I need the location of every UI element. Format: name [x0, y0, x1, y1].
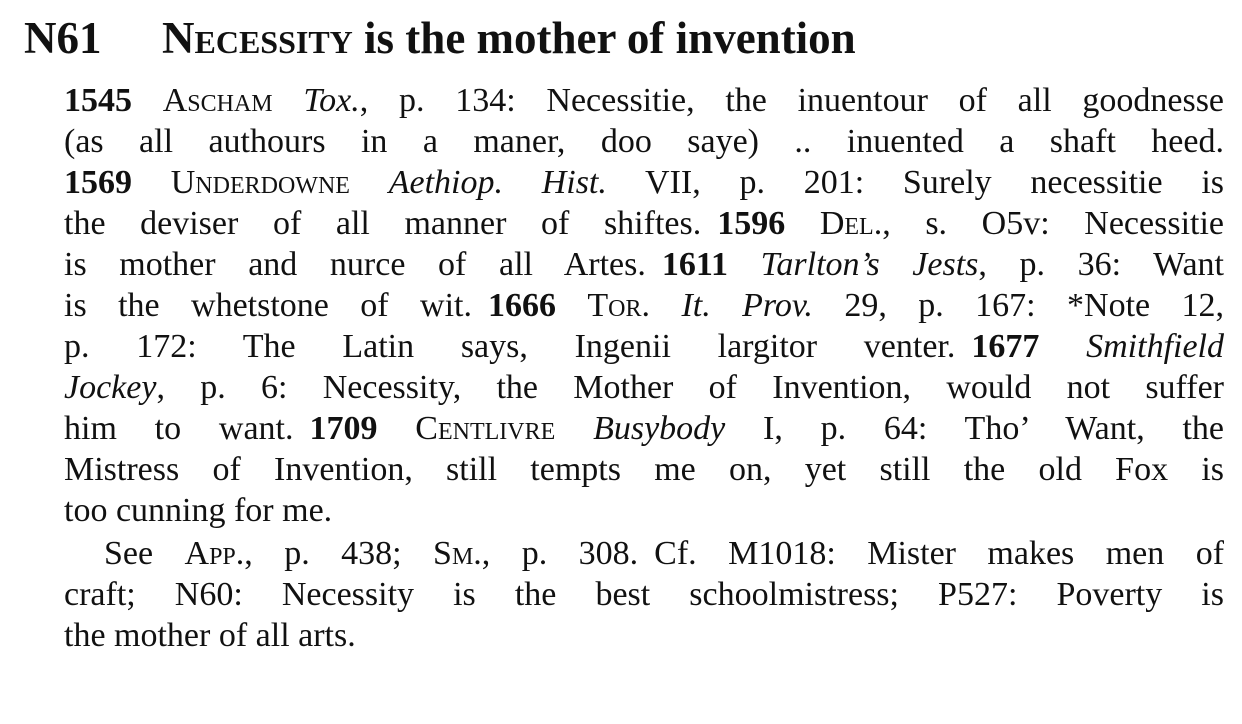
author-name: Underdowne	[170, 164, 350, 201]
author-name: Tor.	[587, 287, 651, 324]
text-line	[64, 244, 1224, 285]
author-name: App.	[184, 535, 245, 572]
citation-year: 1569	[64, 164, 132, 201]
entry-heading	[24, 10, 1224, 66]
text-run: VII, p. 201: Surely necessitie is	[606, 164, 1224, 201]
text-line	[64, 449, 1224, 490]
text-run: p. 172: The Latin says, Ingenii largitor venter.	[64, 328, 956, 365]
text-line	[64, 326, 1224, 367]
text-run: , s. O5v: Necessitie	[882, 205, 1224, 242]
text-line	[64, 80, 1224, 121]
entry-title-word: Necessity	[162, 13, 353, 63]
work-title: Jockey	[64, 369, 157, 406]
entry-title-rest: is the mother of invention	[352, 13, 856, 63]
text-run: the deviser of all manner of shiftes.	[64, 205, 702, 242]
text-run: Mistress of Invention, still tempts me on, yet still the old Fox is	[64, 451, 1224, 488]
work-title: Tarlton’s Jests	[760, 246, 979, 283]
citation-year: 1666	[487, 287, 556, 324]
see-also-paragraph	[64, 533, 1224, 656]
text-run	[650, 287, 681, 324]
text-run: See	[104, 535, 185, 572]
text-run	[555, 410, 593, 447]
text-run	[132, 164, 171, 201]
text-line	[64, 367, 1224, 408]
work-title: Aethiop. Hist.	[388, 164, 607, 201]
work-title: Busybody	[593, 410, 726, 447]
citation-year: 1677	[971, 328, 1040, 365]
text-line	[64, 203, 1224, 244]
text-run: Cf. M1018: Mister makes men of	[654, 535, 1224, 572]
text-line	[64, 615, 1224, 656]
text-run: the mother of all arts.	[64, 617, 356, 654]
author-name: Sm.	[433, 535, 482, 572]
text-run: , p. 134: Necessitie, the inuentour of all goodnesse	[359, 82, 1224, 119]
text-run	[132, 82, 163, 119]
text-line	[64, 121, 1224, 162]
author-name: Del.	[819, 205, 883, 242]
text-run	[728, 246, 761, 283]
work-title: It. Prov.	[681, 287, 813, 324]
text-run: too cunning for me.	[64, 492, 333, 529]
text-run: , p. 308.	[481, 535, 639, 572]
text-run: (as all authours in a maner, doo saye) .. inuented a shaft heed.	[64, 123, 1224, 160]
citation-year: 1596	[717, 205, 786, 242]
text-run: , p. 438;	[244, 535, 434, 572]
text-run: I, p. 64: Tho’ Want, the	[725, 410, 1224, 447]
text-run: him to want.	[64, 410, 294, 447]
work-title: Smithfield	[1086, 328, 1224, 365]
text-line	[64, 490, 1224, 531]
text-run: , p. 36: Want	[978, 246, 1224, 283]
text-run	[556, 287, 587, 324]
text-run	[273, 82, 304, 119]
text-run: , p. 6: Necessity, the Mother of Invention, would not suffer	[156, 369, 1224, 406]
text-run	[1039, 328, 1086, 365]
text-run: craft; N60: Necessity is the best schoolmistress; P527: Poverty is	[64, 576, 1224, 613]
entry-body	[64, 80, 1224, 656]
text-run	[785, 205, 820, 242]
entry-number: N61	[24, 13, 102, 63]
citations-paragraph	[64, 80, 1224, 531]
author-name: Centlivre	[415, 410, 556, 447]
text-line	[64, 574, 1224, 615]
text-run: 29, p. 167: *Note 12,	[812, 287, 1224, 324]
citation-year: 1611	[661, 246, 728, 283]
text-line	[64, 408, 1224, 449]
citation-year: 1709	[309, 410, 378, 447]
text-run: is mother and nurce of all Artes.	[64, 246, 646, 283]
text-run: is the whetstone of wit.	[64, 287, 472, 324]
author-name: Ascham	[162, 82, 273, 119]
text-line	[64, 162, 1224, 203]
citation-year: 1545	[64, 82, 132, 119]
text-run	[378, 410, 416, 447]
text-line	[64, 285, 1224, 326]
work-title: Tox.	[303, 82, 360, 119]
text-line	[64, 533, 1224, 574]
text-run	[350, 164, 389, 201]
